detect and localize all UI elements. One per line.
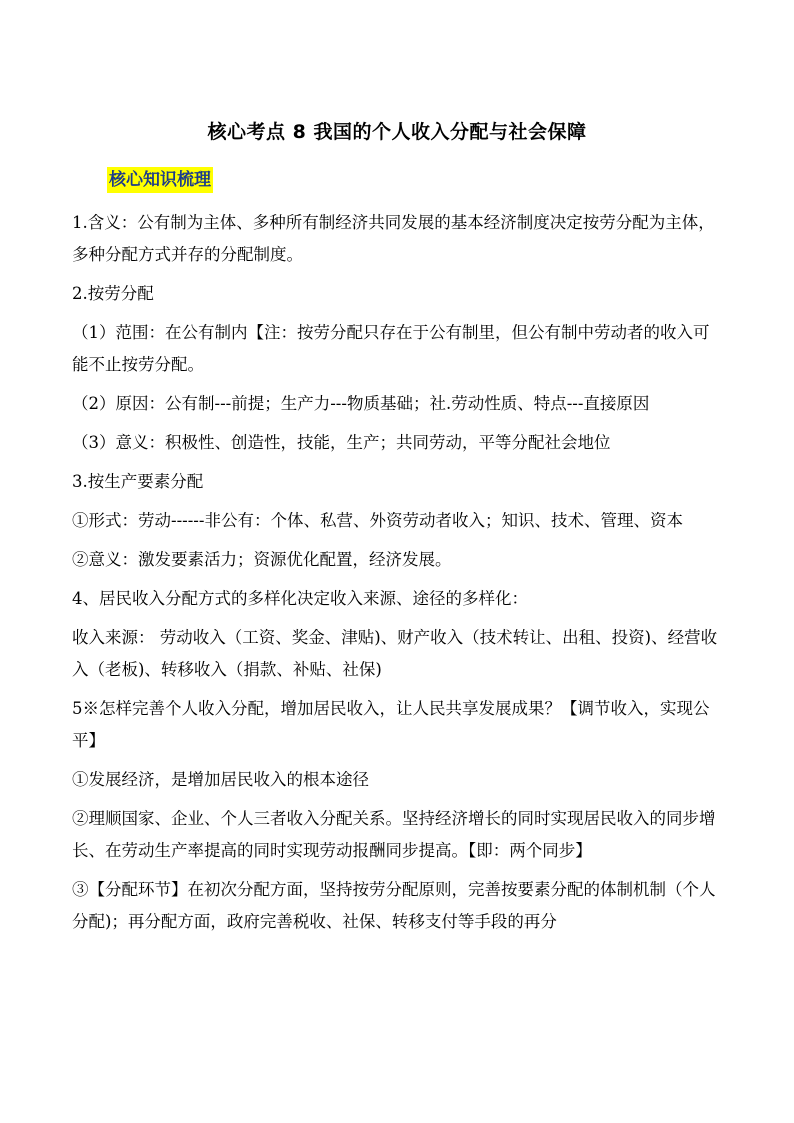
paragraph-definition: 1.含义：公有制为主体、多种所有制经济共同发展的基本经济制度决定按劳分配为主体，多种分配方式并存的分配制度。 bbox=[72, 213, 715, 264]
paragraph-improve-distribution: 5※怎样完善个人收入分配，增加居民收入，让人民共享发展成果？【调节收入，实现公平】 bbox=[72, 699, 710, 750]
section-heading-highlighted: 核心知识梳理 bbox=[107, 167, 213, 193]
paragraph-heading-labor-distribution: 2.按劳分配 bbox=[72, 284, 154, 303]
paragraph-heading-factor-distribution: 3.按生产要素分配 bbox=[72, 472, 204, 491]
paragraph-income-diversity: 4、居民收入分配方式的多样化决定收入来源、途径的多样化： bbox=[72, 589, 528, 608]
paragraph-income-sources: 收入来源： 劳动收入（工资、奖金、津贴)、财产收入（技术转让、出租、投资)、经营收入（老板)、转移收入（捐款、补贴、社保) bbox=[72, 628, 718, 679]
paragraph-distribution-link: ③【分配环节】在初次分配方面，坚持按劳分配原则，完善按要素分配的体制机制（个人分配)；再分配方面，政府完善税收、社保、转移支付等手段的再分 bbox=[72, 880, 716, 931]
page-title: 核心考点 8 我国的个人收入分配与社会保障 bbox=[207, 121, 587, 143]
paragraph-scope: （1）范围：在公有制内【注：按劳分配只存在于公有制里，但公有制中劳动者的收入可能不止按劳分配。 bbox=[72, 323, 710, 374]
paragraph-factor-significance: ②意义：激发要素活力；资源优化配置，经济发展。 bbox=[72, 550, 452, 569]
paragraph-reason: （2）原因：公有制---前提；生产力---物质基础；社.劳动性质、特点---直接原因 bbox=[72, 394, 650, 413]
paragraph-form: ①形式：劳动------非公有：个体、私营、外资劳动者收入；知识、技术、管理、资本 bbox=[72, 511, 683, 530]
paragraph-three-parties: ②理顺国家、企业、个人三者收入分配关系。坚持经济增长的同时实现居民收入的同步增长、在劳动生产率提高的同时实现劳动报酬同步提高。【即：两个同步】 bbox=[72, 809, 716, 860]
paragraph-develop-economy: ①发展经济，是增加居民收入的根本途径 bbox=[72, 770, 369, 789]
document-body bbox=[72, 207, 722, 945]
paragraph-significance: （3）意义：积极性、创造性，技能，生产；共同劳动，平等分配社会地位 bbox=[72, 433, 611, 452]
